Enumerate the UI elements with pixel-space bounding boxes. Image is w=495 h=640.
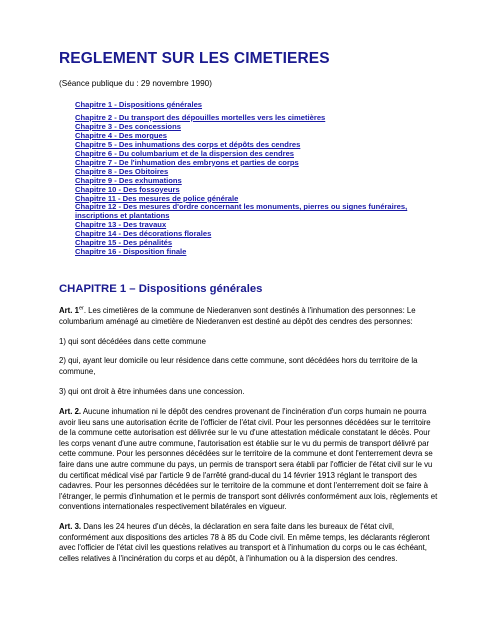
article-3-label: Art. 3. [59, 522, 82, 531]
chapter-1-heading: CHAPITRE 1 – Dispositions générales [59, 283, 263, 295]
toc-link-chapter-4[interactable]: Chapitre 4 - Des morgues [75, 130, 167, 140]
toc-link-chapter-12[interactable]: Chapitre 12 - Des mesures d'ordre concernant les monuments, pierres ou signes funéraires, inscriptions et plantations [75, 202, 408, 221]
session-date: (Séance publique du : 29 novembre 1990) [59, 79, 212, 88]
toc-link-chapter-7[interactable]: Chapitre 7 - De l'inhumation des embryons et parties de corps [75, 157, 299, 167]
article-2-paragraph [59, 407, 441, 513]
article-2-text: Aucune inhumation ni le dépôt des cendres provenant de l'incinération d'un corps humain ne pourra avoir lieu sans une autorisation écrite de l'officier de l'état civil. Pour les personnes décédées sur le territoire de la commune cette autorisation est délivrée sur le vu d'une attestation médicale constatant le décès. Pour les corps venant d'une autre commune, l'autorisation est établie sur le vu du permis de transport délivré par cette commune. Pour les personnes décédées sur le territoire de la commune et dont l'enterrement devra se faire dans une autre commune du pays, un permis de transport sera établi par l'officier de l'état civil sur le vu du certificat médical visé par l'article 9 de l'arrêté grand-ducal du 14 février 1913 réglant le transport des cadavres. Pour les personnes décédées sur le territoire de la commune et dont l'enterrement doit se faire à l'étranger, le permis d'inhumation et le permis de transport sont délivrés conformément aux lois, règlements et conventions internationales respectivement bilatérales en vigueur. [59, 407, 438, 512]
article-3-paragraph [59, 522, 441, 564]
toc-link-chapter-15[interactable]: Chapitre 15 - Des pénalités [75, 238, 173, 248]
toc-link-chapter-13[interactable]: Chapitre 13 - Des travaux [75, 220, 167, 230]
toc-link-chapter-1[interactable]: Chapitre 1 - Dispositions générales [75, 100, 203, 109]
document-title: REGLEMENT SUR LES CIMETIERES [59, 50, 330, 67]
toc-link-chapter-11[interactable]: Chapitre 11 - Des mesures de police générale [75, 193, 239, 203]
toc-link-chapter-3[interactable]: Chapitre 3 - Des concessions [75, 121, 181, 131]
article-1-text: . Les cimetières de la commune de Niederanven sont destinés à l'inhumation des personnes: Le columbarium aménagé au cimetière de Niederanven est destiné au dépôt des cendres des personnes: [59, 306, 416, 326]
article-1-item-2: 2) qui, ayant leur domicile ou leur résidence dans cette commune, sont décédées hors du territoire de la commune, [59, 356, 418, 376]
article-1-label: Art. 1 [59, 306, 79, 315]
toc-link-chapter-9[interactable]: Chapitre 9 - Des exhumations [75, 175, 182, 185]
toc-link-chapter-2[interactable]: Chapitre 2 - Du transport des dépouilles mortelles vers les cimetières [75, 112, 326, 122]
article-1-item-1: 1) qui sont décédées dans cette commune [59, 337, 206, 346]
toc-link-chapter-10[interactable]: Chapitre 10 - Des fossoyeurs [75, 184, 180, 194]
article-1-paragraph [59, 306, 441, 327]
toc-link-chapter-5[interactable]: Chapitre 5 - Des inhumations des corps et dépôts des cendres [75, 139, 301, 149]
table-of-contents [75, 101, 435, 257]
article-1-superscript: er [78, 305, 84, 312]
toc-link-chapter-16[interactable]: Chapitre 16 - Disposition finale [75, 247, 187, 257]
toc-link-chapter-8[interactable]: Chapitre 8 - Des Obitoires [75, 166, 169, 176]
toc-link-chapter-6[interactable]: Chapitre 6 - Du columbarium et de la dispersion des cendres [75, 148, 295, 158]
article-3-text: Dans les 24 heures d'un décès, la déclaration en sera faite dans les bureaux de l'état civil, conformément aux dispositions des articles 78 à 85 du Code civil. En même temps, les déclarants régleront avec l'officier de l'état civil les questions relatives au transport et à l'inhumation du corps ou le cas échéant, celles relatives à l'incinération du corps et au dépôt, à l'inhumation ou à la dispersion des cendres. [59, 522, 430, 563]
article-2-label: Art. 2. [59, 407, 82, 416]
toc-link-chapter-14[interactable]: Chapitre 14 - Des décorations florales [75, 229, 212, 239]
article-1-item-3: 3) qui ont droit à être inhumées dans une concession. [59, 387, 245, 396]
